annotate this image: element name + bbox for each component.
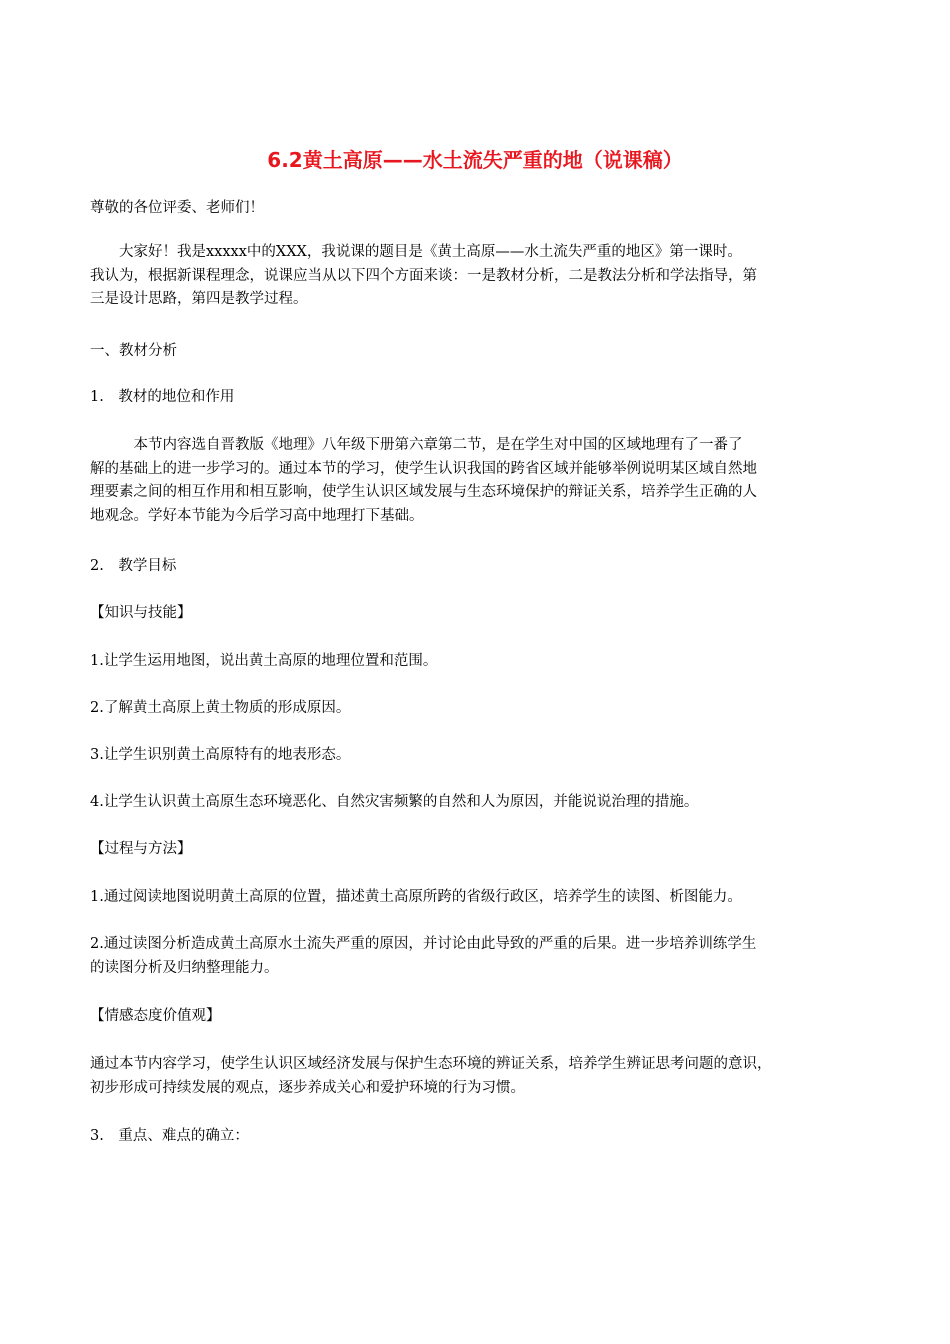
knowledge-item: 2.了解黄土高原上黄土物质的形成原因。: [90, 700, 351, 716]
process-item: [90, 933, 865, 980]
process-item: 1.通过阅读地图说明黄土高原的位置，描述黄土高原所跨的省级行政区，培养学生的读图、析图能力。: [90, 889, 742, 905]
section-heading: 一、教材分析: [90, 343, 177, 359]
knowledge-item: 3.让学生识别黄土高原特有的地表形态。: [90, 747, 351, 763]
item-heading: 3. 重点、难点的确立：: [90, 1128, 249, 1144]
item-heading: 2. 教学目标: [90, 558, 177, 574]
process-line: 的读图分析及归纳整理能力。: [90, 959, 279, 976]
knowledge-item: 1.让学生运用地图，说出黄土高原的地理位置和范围。: [90, 653, 438, 669]
knowledge-item: 4.让学生认识黄土高原生态环境恶化、自然灾害频繁的自然和人为原因，并能说说治理的措施。: [90, 794, 699, 810]
emotion-paragraph: [90, 1053, 865, 1100]
emotion-line: 通过本节内容学习，使学生认识区域经济发展与保护生态环境的辨证关系，培养学生辨证思考问题的意识，: [90, 1056, 772, 1072]
item-heading: 1. 教材的地位和作用: [90, 389, 235, 405]
process-heading: 【过程与方法】: [90, 841, 192, 857]
item1-line: 理要素之间的相互作用和相互影响，使学生认识区域发展与生态环境保护的辩证关系，培养学生正确的人: [90, 484, 757, 500]
greeting: 尊敬的各位评委、老师们！: [90, 200, 264, 216]
intro-line: 三是设计思路，第四是教学过程。: [90, 291, 308, 307]
intro-line: 我认为，根据新课程理念，说课应当从以下四个方面来谈：一是教材分析，二是教法分析和学法指导，第: [90, 267, 757, 284]
document-title: 6.2黄土高原——水土流失严重的地（说课稿）: [267, 148, 683, 172]
emotion-line: 初步形成可持续发展的观点，逐步养成关心和爱护环境的行为习惯。: [90, 1079, 525, 1096]
process-line: 2.通过读图分析造成黄土高原水土流失严重的原因，并讨论由此导致的严重的后果。进一步培养训练学生: [90, 936, 757, 952]
item1-line: 解的基础上的进一步学习的。通过本节的学习，使学生认识我国的跨省区域并能够举例说明某区域自然地: [90, 460, 757, 477]
intro-line: 大家好！我是xxxxx中的XXX，我说课的题目是《黄土高原——水土流失严重的地区》第一课时。: [90, 244, 742, 260]
item1-line: 地观念。学好本节能为今后学习高中地理打下基础。: [90, 507, 424, 524]
knowledge-heading: 【知识与技能】: [90, 605, 192, 621]
emotion-heading: 【情感态度价值观】: [90, 1008, 221, 1024]
item1-line: 本节内容选自晋教版《地理》八年级下册第六章第二节，是在学生对中国的区域地理有了一番了: [90, 437, 743, 453]
item1-paragraph: [90, 434, 865, 528]
intro-paragraph: [90, 241, 865, 312]
